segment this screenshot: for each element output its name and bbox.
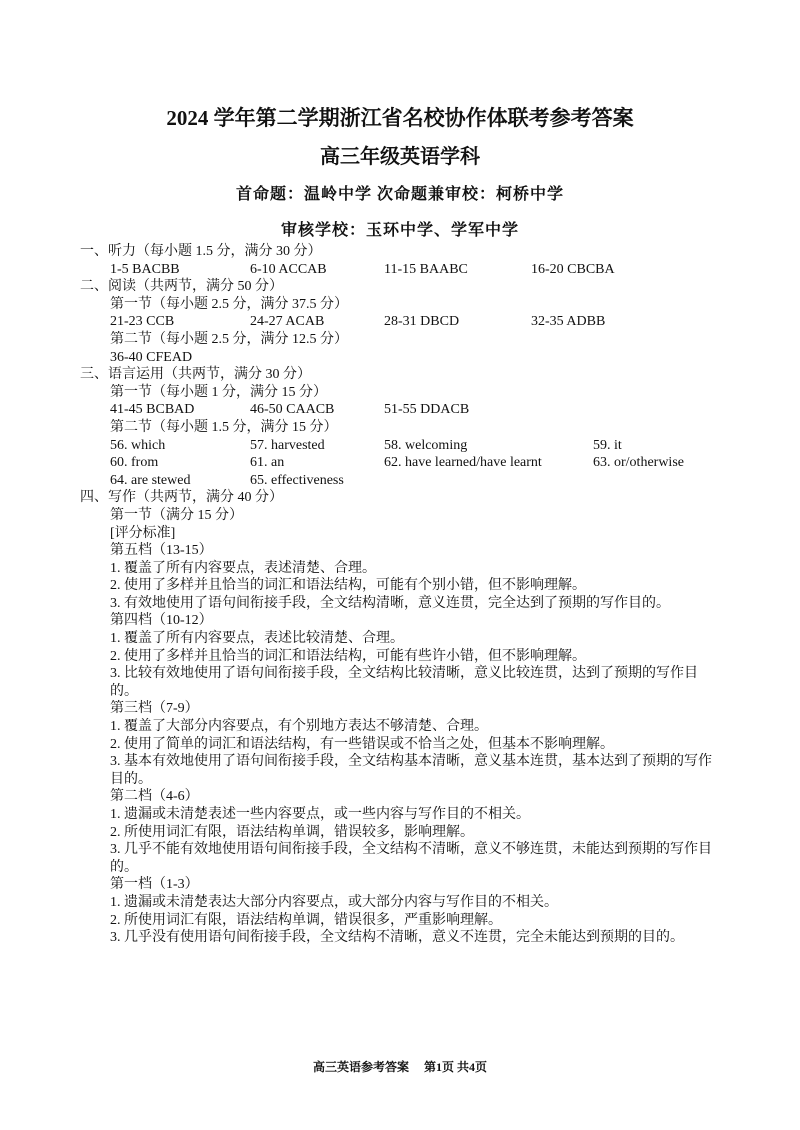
answer-item: 57. harvested — [250, 437, 325, 453]
answer-group: 41-45 BCBAD — [110, 402, 195, 418]
answer-group: 6-10 ACCAB — [250, 261, 327, 277]
band-criterion: 2. 使用了多样并且恰当的词汇和语法结构，可能有个别小错，但不影响理解。 — [110, 578, 586, 594]
answer-group: 46-50 CAACB — [250, 402, 335, 418]
section-heading-language: 三、语言运用（共两节，满分 30 分） — [80, 367, 311, 383]
band-heading: 第二档（4-6） — [110, 789, 199, 805]
criteria-label: [评分标准] — [110, 525, 176, 541]
part-heading: 第一节（每小题 1 分，满分 15 分） — [110, 384, 327, 400]
band-criterion: 3. 有效地使用了语句间衔接手段，全文结构清晰，意义连贯，完全达到了预期的写作目的。 — [110, 595, 670, 611]
answer-item: 61. an — [250, 455, 285, 471]
answer-group: 1-5 BACBB — [110, 261, 180, 277]
answer-item: 62. have learned/have learnt — [384, 455, 542, 471]
band-criterion: 3. 基本有效地使用了语句间衔接手段，全文结构基本清晰，意义基本连贯，基本达到了预期的写作目的。 — [110, 754, 712, 787]
part-heading: 第一节（满分 15 分） — [110, 507, 243, 523]
band-heading: 第五档（13-15） — [110, 543, 213, 559]
band-criterion: 2. 所使用词汇有限，语法结构单调，错误很多，严重影响理解。 — [110, 912, 502, 928]
page-footer — [0, 1058, 800, 1075]
answer-row — [80, 401, 720, 419]
band-criterion: 1. 覆盖了所有内容要点，表述比较清楚、合理。 — [110, 631, 404, 647]
band-heading: 第一档（1-3） — [110, 877, 199, 893]
answer-group: 51-55 DDACB — [384, 402, 470, 418]
answer-row — [80, 437, 720, 455]
band-criterion: 2. 使用了多样并且恰当的词汇和语法结构，可能有些许小错，但不影响理解。 — [110, 648, 586, 664]
footer-document-name: 高三英语参考答案 — [312, 1060, 409, 1074]
answer-group: 16-20 CBCBA — [531, 261, 615, 277]
answer-row — [80, 472, 720, 490]
answer-row — [80, 261, 720, 279]
band-criterion: 2. 使用了简单的词汇和语法结构，有一些错误或不恰当之处，但基本不影响理解。 — [110, 736, 614, 752]
answer-item: 59. it — [593, 437, 622, 453]
answer-row — [80, 313, 720, 331]
section-heading-reading: 二、阅读（共两节，满分 50 分） — [80, 279, 283, 295]
band-heading: 第四档（10-12） — [110, 613, 213, 629]
band-criterion: 1. 遗漏或未清楚表述一些内容要点，或一些内容与写作目的不相关。 — [110, 807, 530, 822]
band-criterion: 1. 覆盖了大部分内容要点，有个别地方表达不够清楚、合理。 — [110, 719, 488, 735]
band-heading: 第三档（7-9） — [110, 701, 199, 717]
band-criterion: 3. 比较有效地使用了语句间衔接手段，全文结构比较清晰，意义比较连贯，达到了预期的写作目的。 — [110, 666, 698, 699]
band-criterion: 3. 几乎不能有效地使用语句间衔接手段，全文结构不清晰，意义不够连贯，未能达到预期的写作目的。 — [110, 842, 712, 875]
answer-item: 63. or/otherwise — [593, 455, 684, 471]
document-title: 2024 学年第二学期浙江省名校协作体联考参考答案 — [166, 106, 634, 130]
answer-body — [80, 243, 720, 947]
band-criterion: 3. 几乎没有使用语句间衔接手段，全文结构不清晰，意义不连贯，完全未能达到预期的目的。 — [110, 930, 684, 946]
answer-item: 60. from — [110, 455, 159, 471]
part-heading: 第二节（每小题 1.5 分，满分 15 分） — [110, 419, 338, 435]
part-heading: 第一节（每小题 2.5 分，满分 37.5 分） — [110, 296, 348, 312]
section-heading-writing: 四、写作（共两节，满分 40 分） — [80, 490, 283, 506]
setter-schools: 首命题：温岭中学 次命题兼审校：柯桥中学 — [235, 186, 564, 203]
answer-item: 58. welcoming — [384, 437, 468, 453]
answer-group: 36-40 CFEAD — [110, 349, 193, 365]
answer-group: 32-35 ADBB — [531, 314, 606, 330]
answer-item: 65. effectiveness — [250, 472, 344, 488]
answer-group: 28-31 DBCD — [384, 314, 460, 330]
answer-item: 56. which — [110, 437, 166, 453]
answer-group: 11-15 BAABC — [384, 261, 468, 277]
document-subtitle: 高三年级英语学科 — [320, 146, 480, 168]
section-heading-listening: 一、听力（每小题 1.5 分，满分 30 分） — [80, 244, 322, 259]
page-number: 第1页 共4页 — [424, 1060, 488, 1074]
band-criterion: 1. 遗漏或未清楚表达大部分内容要点，或大部分内容与写作目的不相关。 — [110, 894, 558, 910]
part-heading: 第二节（每小题 2.5 分，满分 12.5 分） — [110, 331, 348, 347]
reviewer-schools: 审核学校：玉环中学、学军中学 — [280, 222, 519, 239]
answer-group: 21-23 CCB — [110, 314, 175, 330]
answer-row — [80, 454, 720, 472]
answer-group: 24-27 ACAB — [250, 314, 325, 330]
band-criterion: 2. 所使用词汇有限，语法结构单调，错误较多，影响理解。 — [110, 824, 474, 840]
answer-item: 64. are stewed — [110, 472, 191, 488]
answer-row — [80, 349, 720, 367]
band-criterion: 1. 覆盖了所有内容要点，表述清楚、合理。 — [110, 560, 376, 576]
